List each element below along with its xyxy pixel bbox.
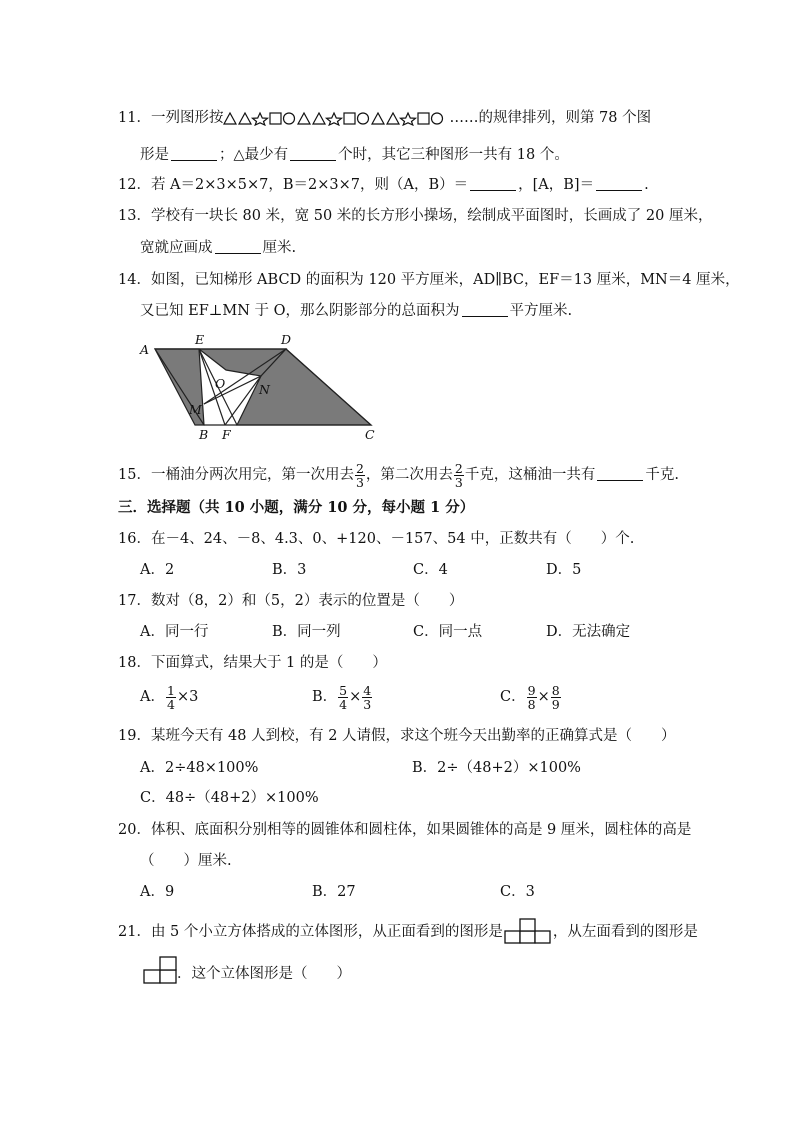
q20-option-b[interactable]: B．27: [312, 884, 356, 900]
square-icon: [418, 113, 429, 124]
answer-blank[interactable]: [215, 239, 261, 254]
front-view-figure: [504, 918, 552, 944]
denominator: 4: [339, 696, 348, 712]
q12-text: ，[A，B]＝: [518, 177, 595, 193]
q17-stem: 17．数对（8，2）和（5，2）表示的位置是（ ）: [118, 593, 464, 609]
option-label: A．: [140, 689, 165, 705]
denominator: 3: [363, 696, 372, 712]
q19-option-c[interactable]: C．48÷（48+2）×100%: [140, 790, 319, 806]
q11-text: 个时，其它三种图形一共有 18 个。: [338, 147, 569, 163]
denominator: 8: [527, 696, 536, 712]
label-E: E: [195, 332, 205, 347]
label-N: N: [259, 382, 270, 397]
q16-option-c[interactable]: C．4: [413, 562, 448, 578]
square-icon: [344, 113, 355, 124]
circle-icon: [358, 113, 369, 124]
q15-text: ，第二次用去: [365, 467, 453, 483]
q16-option-d[interactable]: D．5: [546, 562, 582, 578]
label-B: B: [199, 427, 209, 442]
answer-blank[interactable]: [597, 466, 643, 481]
q12-text: 12．若 A＝2×3×5×7，B＝2×3×7，则（A，B）＝: [118, 177, 469, 193]
q12-text: .: [644, 177, 649, 193]
denominator: 4: [166, 696, 175, 712]
q15-text: 15．一桶油分两次用完，第一次用去: [118, 467, 354, 483]
q13-text: 厘米.: [262, 240, 297, 256]
q16-stem: 16．在－4、24、－8、4.3、0、+120、－157、54 中，正数共有（ ）个.: [118, 531, 635, 547]
q13-text: 宽就应画成: [140, 240, 213, 256]
numerator: 2: [454, 460, 463, 476]
option-label: B．: [312, 689, 338, 705]
q18-option-a[interactable]: [140, 682, 198, 712]
q21-line2: [143, 956, 351, 984]
q20-line1: 20．体积、底面积分别相等的圆锥体和圆柱体，如果圆锥体的高是 9 厘米，圆柱体的高是: [118, 822, 692, 838]
fraction: [454, 462, 464, 489]
denominator: 9: [551, 696, 560, 712]
q17-option-c[interactable]: C．同一点: [413, 624, 483, 640]
q21-text: ．这个立体图形是（ ）: [177, 966, 351, 982]
star-icon: [401, 113, 416, 125]
star-icon: [253, 113, 268, 125]
answer-blank[interactable]: [596, 176, 642, 191]
triangle-icon: [298, 113, 310, 124]
q20-option-c[interactable]: C．3: [500, 884, 535, 900]
q13-line2: [140, 238, 296, 258]
q11-mid: ……的规律排列，则第 78 个图: [449, 110, 652, 126]
circle-icon: [432, 113, 443, 124]
q20-line2: （ ）厘米.: [140, 853, 232, 869]
q21-text: 21．由 5 个小立方体搭成的立体图形，从正面看到的图形是: [118, 924, 503, 940]
q17-option-b[interactable]: B．同一列: [272, 624, 341, 640]
numerator: 8: [551, 682, 560, 698]
denominator: 3: [355, 474, 364, 490]
option-expr: ×3: [176, 689, 199, 705]
q11-prefix: 11．一列图形按: [118, 110, 224, 126]
section-heading: 三．选择题（共 10 小题，满分 10 分，每小题 1 分）: [118, 499, 475, 516]
q13-line1: 13．学校有一块长 80 米，宽 50 米的长方形小操场，绘制成平面图时，长画成了 20 厘米，: [118, 208, 713, 224]
circle-icon: [284, 113, 295, 124]
denominator: 3: [454, 474, 463, 490]
q19-option-b[interactable]: B．2÷（48+2）×100%: [412, 760, 581, 776]
answer-blank[interactable]: [290, 146, 336, 161]
fraction: [166, 684, 176, 711]
q15-text: 千克.: [645, 467, 679, 483]
fraction: [551, 684, 561, 711]
q17-option-a[interactable]: A．同一行: [140, 624, 209, 640]
left-view-figure: [143, 956, 177, 984]
fraction: [362, 684, 372, 711]
label-D: D: [281, 332, 292, 347]
q15-line: [118, 460, 679, 490]
operator: ×: [349, 689, 362, 705]
q14-line1: 14．如图，已知梯形 ABCD 的面积为 120 平方厘米，AD∥BC，EF＝13 厘米，MN＝4 厘米，: [118, 272, 740, 288]
q18-option-c[interactable]: [500, 682, 562, 712]
label-M: M: [189, 402, 202, 417]
triangle-icon: [372, 113, 384, 124]
q21-line1: [118, 918, 698, 944]
operator: ×: [537, 689, 550, 705]
triangle-icon: [313, 113, 325, 124]
fraction: [527, 684, 537, 711]
answer-blank[interactable]: [462, 302, 508, 317]
q11-text: 形是: [140, 147, 169, 163]
q18-stem: 18．下面算式，结果大于 1 的是（ ）: [118, 655, 387, 671]
q15-text: 千克，这桶油一共有: [464, 467, 596, 483]
triangle-icon: [224, 113, 236, 124]
q11-shape-sequence: [223, 110, 449, 126]
label-A: A: [140, 342, 150, 357]
q14-text: 又已知 EF⊥MN 于 O，那么阴影部分的总面积为: [140, 303, 460, 319]
q12-line: [118, 175, 649, 195]
q14-text: 平方厘米.: [509, 303, 573, 319]
label-F: F: [222, 427, 231, 442]
q16-option-b[interactable]: B．3: [272, 562, 307, 578]
q21-text: ，从左面看到的图形是: [552, 924, 698, 940]
fraction: [355, 462, 365, 489]
label-O: O: [215, 376, 226, 391]
q17-option-d[interactable]: D．无法确定: [546, 624, 631, 640]
answer-blank[interactable]: [470, 176, 516, 191]
trapezoid-figure: [136, 328, 386, 446]
square-icon: [270, 113, 281, 124]
triangle-icon: [387, 113, 399, 124]
numerator: 2: [355, 460, 364, 476]
numerator: 5: [339, 682, 348, 698]
q11-line1: [118, 108, 651, 128]
label-C: C: [365, 427, 375, 442]
q20-option-a[interactable]: A．9: [140, 884, 175, 900]
q18-option-b[interactable]: [312, 682, 373, 712]
numerator: 4: [363, 682, 372, 698]
fraction: [338, 684, 348, 711]
q11-text: ；△最少有: [219, 147, 289, 163]
numerator: 9: [527, 682, 536, 698]
q19-stem: 19．某班今天有 48 人到校，有 2 人请假，求这个班今天出勤率的正确算式是（ ）: [118, 728, 676, 744]
numerator: 1: [166, 682, 175, 698]
q19-option-a[interactable]: A．2÷48×100%: [140, 760, 259, 776]
q14-line2: [140, 301, 572, 321]
option-label: C．: [500, 689, 526, 705]
star-icon: [327, 113, 342, 125]
answer-blank[interactable]: [171, 146, 217, 161]
q16-option-a[interactable]: A．2: [140, 562, 175, 578]
q11-line2: [140, 145, 569, 165]
triangle-icon: [239, 113, 251, 124]
